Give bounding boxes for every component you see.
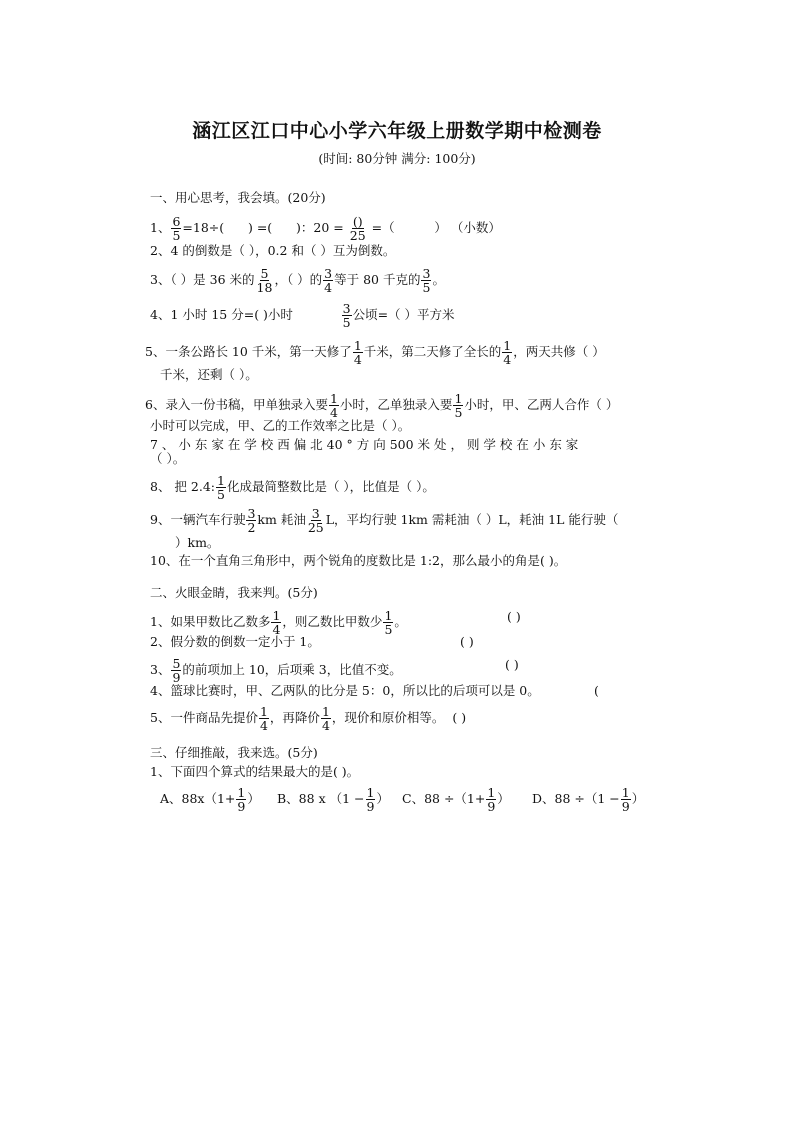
fraction: $\frac{3}{5}$ (422, 266, 431, 295)
s2-q5-answer[interactable]: ( ) (452, 710, 467, 725)
s2-q3: 3、 $\frac{5}{9}$ 的前项加上 10，后项乘 3，比值不变。 (150, 656, 402, 685)
fraction: $\frac{1}{5}$ (454, 391, 463, 420)
s2-q4: 4、篮球比赛时，甲、乙两队的比分是 5：0，所以比的后项可以是 0。 (150, 683, 540, 698)
fraction: $\frac{1}{4}$ (503, 338, 512, 367)
s1-q7-cont: （ ）。 (150, 451, 186, 466)
s3-option-c[interactable]: C、88 ÷（1+ $\frac{1}{9}$ ） (402, 785, 510, 814)
fraction: $\frac{5}{9}$ (172, 656, 181, 685)
s1-q8: 8、 把 2.4: $\frac{1}{5}$ 化成最简整数比是（ ），比值是（ ）。 (150, 473, 435, 502)
s2-q3-answer[interactable]: ( ) (505, 657, 519, 672)
s1-q9-cont: ）km。 (175, 535, 220, 550)
s2-q5: 5、一件商品先提价 $\frac{1}{4}$ ，再降价 $\frac{1}{4}$ ，现价和原价相等。 ( ) (150, 704, 467, 733)
fraction: $\frac{1}{9}$ (487, 785, 496, 814)
fraction: $\frac{3}{2}$ (247, 506, 256, 535)
s2-q2-answer[interactable]: ( ) (460, 634, 474, 649)
fraction: $\frac{3}{5}$ (342, 301, 351, 330)
s2-q4-answer[interactable]: ( (594, 683, 599, 698)
s3-option-a[interactable]: A、88x（1+ $\frac{1}{9}$ ） (160, 785, 260, 814)
fraction: $\frac{1}{4}$ (321, 704, 330, 733)
s2-q1-answer[interactable]: ( ) (507, 609, 521, 624)
s1-q5: 5、一条公路长 10 千米，第一天修了 $\frac{1}{4}$ 千米，第二天修了全长的 $\frac{1}{4}$ ，两天共修（ ） (145, 338, 605, 367)
fraction: $\frac{3}{4}$ (324, 266, 333, 295)
fraction: $\frac{5}{18}$ (256, 266, 273, 295)
fraction: $\frac{1}{9}$ (621, 785, 630, 814)
fraction: $\frac{3}{25}$ (307, 506, 324, 535)
s1-q1: 1、 $\frac{6}{5}$ =18÷( ) =( )：20 = $\frac{()}{25}$ =（ ） （小数） (150, 214, 501, 243)
s1-q6: 6、录入一份书稿，甲单独录入要 $\frac{1}{4}$ 小时，乙单独录入要 $\frac{1}{5}$ 小时，甲、乙两人合作（ ） (145, 391, 619, 420)
page-subtitle: (时间: 80分钟 满分: 100分) (318, 151, 476, 166)
fraction: $\frac{1}{9}$ (366, 785, 375, 814)
s1-q5-cont: 千米，还剩（ ）。 (160, 367, 258, 382)
fraction: $\frac{1}{4}$ (353, 338, 362, 367)
section-2-header: 二、火眼金睛，我来判。(5分) (150, 585, 318, 600)
section-1-header: 一、用心思考，我会填。(20分) (150, 190, 326, 205)
fraction: $\frac{1}{5}$ (384, 608, 393, 637)
fraction: $\frac{()}{25}$ (349, 214, 366, 243)
s1-q4: 4、1 小时 15 分=( )小时 $\frac{3}{5}$ 公顷=（ ）平方米 (150, 301, 455, 330)
s1-q9: 9、一辆汽车行驶 $\frac{3}{2}$ km 耗油 $\frac{3}{25}$ L，平均行驶 1km 需耗油（ ）L，耗油 1L 能行驶（ (150, 506, 619, 535)
s1-q10: 10、在一个直角三角形中，两个锐角的度数比是 1:2，那么最小的角是( )。 (150, 553, 567, 568)
s1-q2: 2、4 的倒数是（ ），0.2 和（ ）互为倒数。 (150, 243, 396, 258)
s1-q3: 3、（ ）是 36 米的 $\frac{5}{18}$ ，（ ）的 $\frac{3}{4}$ 等于 80 千克的 $\frac{3}{5}$ 。 (150, 266, 445, 295)
s1-q7: 7 、 小 东 家 在 学 校 西 偏 北 40 ° 方 向 500 米 处 ， 则 学 校 在 小 东 家 (150, 437, 579, 452)
page-title: 涵江区江口中心小学六年级上册数学期中检测卷 (192, 120, 602, 142)
s3-option-b[interactable]: B、88 x （1 − $\frac{1}{9}$ ） (277, 785, 389, 814)
fraction: $\frac{1}{4}$ (272, 608, 281, 637)
fraction: $\frac{6}{5}$ (172, 214, 181, 243)
s2-q2: 2、假分数的倒数一定小于 1。 (150, 634, 320, 649)
fraction: $\frac{1}{4}$ (329, 391, 338, 420)
s1-q6-cont: 小时可以完成，甲、乙的工作效率之比是（ ）。 (150, 418, 411, 433)
s3-q1: 1、下面四个算式的结果最大的是( )。 (150, 764, 360, 779)
fraction: $\frac{1}{9}$ (237, 785, 246, 814)
section-3-header: 三、仔细推敲，我来选。(5分) (150, 745, 318, 760)
fraction: $\frac{1}{5}$ (217, 473, 225, 502)
s2-q1: 1、如果甲数比乙数多 $\frac{1}{4}$ ，则乙数比甲数少 $\frac{1}{5}$ 。 (150, 608, 407, 637)
s3-option-d[interactable]: D、88 ÷（1 − $\frac{1}{9}$ ） (532, 785, 645, 814)
fraction: $\frac{1}{4}$ (259, 704, 268, 733)
